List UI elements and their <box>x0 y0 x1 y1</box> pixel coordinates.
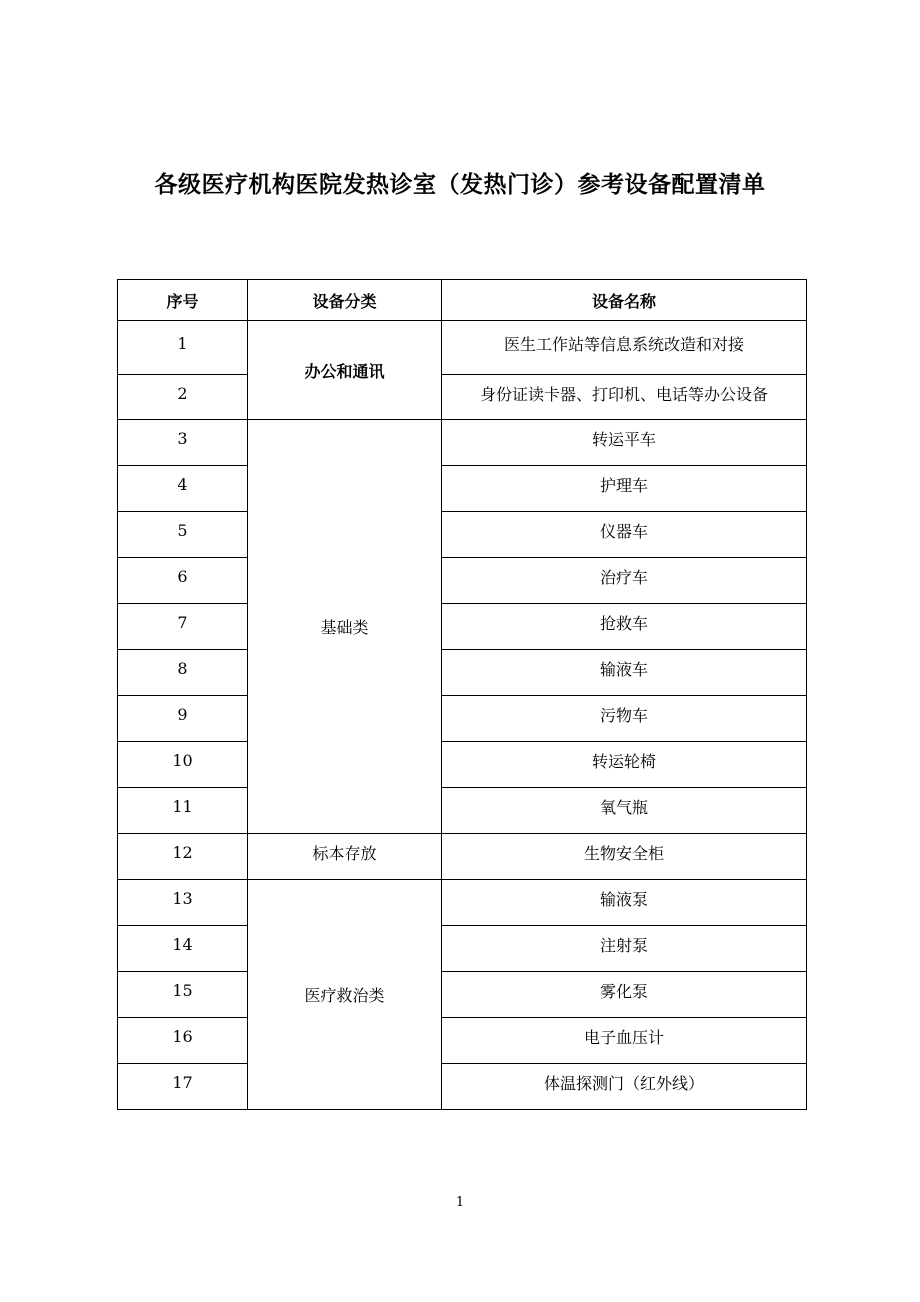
serial-number-cell: 17 <box>118 1064 248 1110</box>
equipment-name-cell: 转运平车 <box>442 420 807 466</box>
page-number: 1 <box>455 1195 465 1210</box>
table-row <box>118 321 807 375</box>
page-title: 各级医疗机构医院发热诊室（发热门诊）参考设备配置清单 <box>154 172 766 198</box>
category-cell: 标本存放 <box>248 834 442 880</box>
equipment-name-cell: 氧气瓶 <box>442 788 807 834</box>
serial-number-cell: 7 <box>118 604 248 650</box>
equipment-name-cell: 输液泵 <box>442 880 807 926</box>
serial-number-cell: 4 <box>118 466 248 512</box>
table-row <box>118 742 807 788</box>
equipment-name-cell: 治疗车 <box>442 558 807 604</box>
table-row <box>118 420 807 466</box>
table-row <box>118 834 807 880</box>
table-row <box>118 972 807 1018</box>
header-equipment-category: 设备分类 <box>248 280 442 321</box>
equipment-name-cell: 护理车 <box>442 466 807 512</box>
serial-number-cell: 2 <box>118 375 248 420</box>
equipment-name-cell: 雾化泵 <box>442 972 807 1018</box>
serial-number-cell: 16 <box>118 1018 248 1064</box>
category-cell: 办公和通讯 <box>248 321 442 420</box>
table-row <box>118 375 807 420</box>
serial-number-cell: 6 <box>118 558 248 604</box>
equipment-name-cell: 抢救车 <box>442 604 807 650</box>
header-serial-number: 序号 <box>118 280 248 321</box>
table-row <box>118 558 807 604</box>
equipment-table <box>117 279 807 1110</box>
serial-number-cell: 1 <box>118 321 248 375</box>
table-row <box>118 650 807 696</box>
equipment-name-cell: 转运轮椅 <box>442 742 807 788</box>
equipment-name-cell: 医生工作站等信息系统改造和对接 <box>442 321 807 375</box>
table-row <box>118 1064 807 1110</box>
equipment-name-cell: 电子血压计 <box>442 1018 807 1064</box>
serial-number-cell: 10 <box>118 742 248 788</box>
category-cell: 基础类 <box>248 420 442 834</box>
category-cell: 医疗救治类 <box>248 880 442 1110</box>
serial-number-cell: 9 <box>118 696 248 742</box>
equipment-name-cell: 体温探测门（红外线） <box>442 1064 807 1110</box>
table-row <box>118 1018 807 1064</box>
serial-number-cell: 3 <box>118 420 248 466</box>
serial-number-cell: 5 <box>118 512 248 558</box>
equipment-name-cell: 输液车 <box>442 650 807 696</box>
serial-number-cell: 13 <box>118 880 248 926</box>
header-equipment-name: 设备名称 <box>442 280 807 321</box>
table-row <box>118 926 807 972</box>
equipment-name-cell: 注射泵 <box>442 926 807 972</box>
equipment-name-cell: 仪器车 <box>442 512 807 558</box>
serial-number-cell: 14 <box>118 926 248 972</box>
table-row <box>118 696 807 742</box>
equipment-name-cell: 生物安全柜 <box>442 834 807 880</box>
table-row <box>118 604 807 650</box>
serial-number-cell: 11 <box>118 788 248 834</box>
equipment-name-cell: 身份证读卡器、打印机、电话等办公设备 <box>442 375 807 420</box>
table-row <box>118 788 807 834</box>
table-header-row <box>118 280 807 321</box>
table-row <box>118 880 807 926</box>
serial-number-cell: 15 <box>118 972 248 1018</box>
table-row <box>118 512 807 558</box>
serial-number-cell: 8 <box>118 650 248 696</box>
table-row <box>118 466 807 512</box>
serial-number-cell: 12 <box>118 834 248 880</box>
equipment-name-cell: 污物车 <box>442 696 807 742</box>
